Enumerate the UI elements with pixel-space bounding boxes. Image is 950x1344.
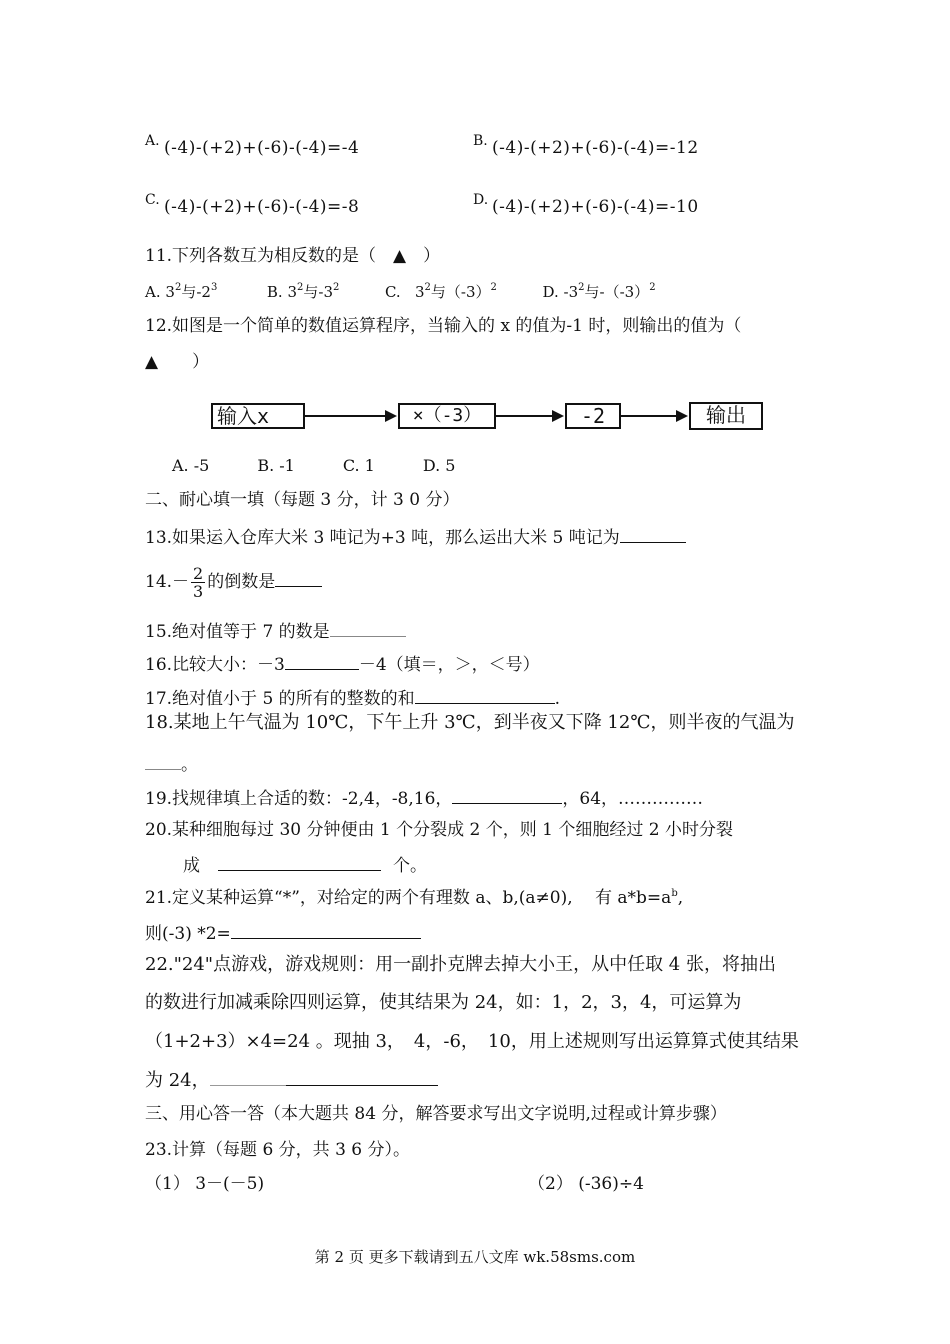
q23-stem: 23.计算（每题 6 分，共 3 6 分）。: [145, 1140, 411, 1160]
q14: 14.－ $\frac{2}{3}$ 的倒数是: [145, 560, 322, 604]
q22-line1: 22."24"点游戏，游戏规则：用一副扑克牌去掉大小王，从中任取 4 张，将抽出: [145, 954, 776, 975]
q19: 19.找规律填上合适的数：-2,4，-8,16， ，64，……………: [145, 786, 703, 810]
flow-arrow-2: [496, 415, 562, 417]
section-2-heading: 二、耐心填一填（每题 3 分，计 3 0 分）: [145, 490, 460, 510]
q10-option-c-expr: (-4)-(+2)+(-6)-(-4)=-8: [164, 197, 360, 217]
q18-line1: 18.某地上午气温为 10℃，下午上升 3℃，到半夜又下降 12℃，则半夜的气温为: [145, 712, 795, 733]
q10-option-a-label: A.: [145, 133, 160, 149]
q10-option-d-expr: (-4)-(+2)+(-6)-(-4)=-10: [492, 197, 699, 217]
q13: 13.如果运入仓库大米 3 吨记为+3 吨，那么运出大米 5 吨记为: [145, 525, 686, 549]
q12-stem-line1: 12.如图是一个简单的数值运算程序，当输入的 x 的值为-1 时，则输出的值为（: [145, 316, 742, 336]
q23-part-1: （1） 3－(－5): [145, 1174, 265, 1194]
section-3-heading: 三、用心答一答（本大题共 84 分，解答要求写出文字说明,过程或计算步骤）: [145, 1104, 727, 1124]
q17: 17.绝对值小于 5 的所有的整数的和 .: [145, 686, 560, 710]
q16: 16.比较大小：－3 －4（填＝，＞，＜号）: [145, 652, 540, 676]
flow-arrow-3: [621, 415, 686, 417]
q11-d: D. $-3^2$与$-(-3)^2$: [542, 282, 656, 301]
q12-options: A. -5 B. -1 C. 1 D. 5: [172, 456, 456, 475]
q22-blank-a[interactable]: [210, 1068, 286, 1086]
flow-input-box: 输入x: [211, 403, 305, 429]
q21-line2: 则(-3) *2=: [145, 921, 421, 945]
q10-option-b-label: B.: [473, 133, 488, 149]
q16-blank[interactable]: [285, 652, 359, 670]
q13-blank[interactable]: [620, 525, 686, 543]
q11-a: A. $3^2$与$-2^3$: [145, 282, 218, 301]
q23-part-2: （2） (-36)÷4: [528, 1174, 644, 1194]
q15: 15.绝对值等于 7 的数是: [145, 619, 406, 643]
q11-options: [145, 281, 656, 303]
q12-stem-line2: ▲ ）: [145, 352, 210, 372]
q14-blank[interactable]: [275, 572, 322, 587]
flow-output-box: 输出: [689, 402, 763, 430]
q20-line1: 20.某种细胞每过 30 分钟便由 1 个分裂成 2 个，则 1 个细胞经过 2 小时分裂: [145, 820, 733, 840]
page-footer: 第 2 页 更多下载请到五八文库 wk.58sms.com: [314, 1248, 636, 1266]
q18-blank[interactable]: [145, 752, 181, 770]
q18-line2: 。: [145, 752, 198, 776]
q11-b: B. $3^2$与$-3^2$: [266, 282, 340, 301]
q22-line4: 为 24，: [145, 1068, 438, 1092]
q14-fraction: $\frac{2}{3}$: [193, 564, 204, 601]
q10-option-a-expr: (-4)-(+2)+(-6)-(-4)=-4: [164, 138, 360, 158]
flow-subtract-box: -2: [565, 403, 621, 429]
q22-line3: （1+2+3）×4=24 。现抽 3， 4，-6， 10，用上述规则写出运算算式使其结果: [145, 1031, 799, 1052]
q15-blank[interactable]: [330, 619, 406, 637]
flow-arrow-1: [305, 415, 395, 417]
flow-multiply-box: ×（-3）: [398, 403, 496, 429]
q11-stem: 11.下列各数互为相反数的是（ ▲ ）: [145, 246, 441, 266]
q21-line1: 21.定义某种运算“*”，对给定的两个有理数 a、b,(a≠0), 有 $a*b=a^b$,: [145, 888, 684, 908]
q22-blank-b[interactable]: [286, 1068, 438, 1086]
q11-c: C. $3^2$与$(-3)^2$: [384, 282, 497, 301]
q20-blank[interactable]: [218, 853, 381, 871]
q10-option-b-expr: (-4)-(+2)+(-6)-(-4)=-12: [492, 138, 699, 158]
q10-option-c-label: C.: [145, 192, 160, 208]
q22-line2: 的数进行加减乘除四则运算，使其结果为 24，如：1，2，3，4，可运算为: [145, 992, 742, 1013]
q17-blank[interactable]: [415, 686, 555, 704]
q19-blank[interactable]: [452, 786, 562, 804]
q20-line2: 成 个。: [183, 853, 427, 877]
q21-blank[interactable]: [231, 921, 421, 939]
q10-option-d-label: D.: [473, 192, 489, 208]
